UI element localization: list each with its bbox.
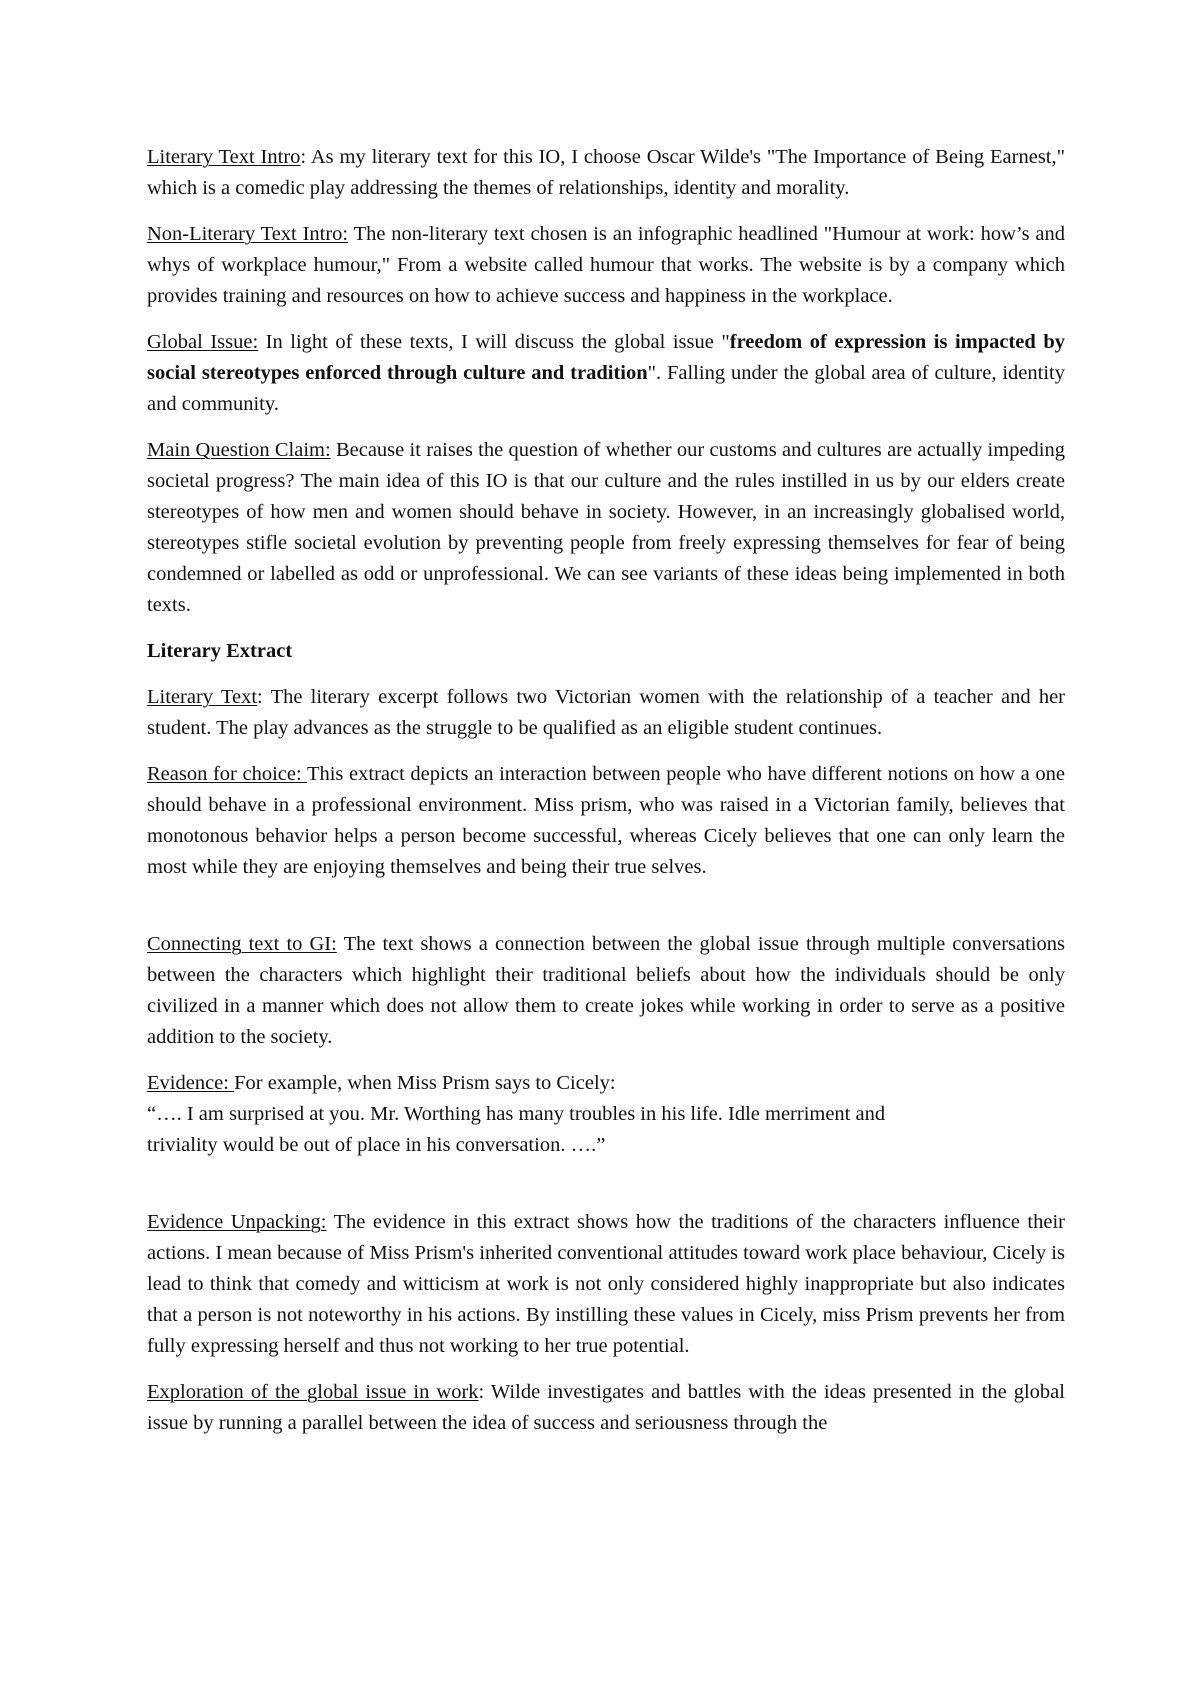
paragraph-literary-text-intro <box>147 142 1065 204</box>
label-global-issue: Global Issue: <box>147 331 259 353</box>
paragraph-non-literary-text-intro <box>147 219 1065 312</box>
label-non-literary-text-intro: Non-Literary Text Intro: <box>147 223 349 245</box>
text-evidence: For example, when Miss Prism says to Cicely: <box>234 1072 616 1094</box>
label-exploration: Exploration of the global issue in work <box>147 1381 479 1403</box>
evidence-quote-line-2: triviality would be out of place in his conversation. ….” <box>147 1134 606 1156</box>
paragraph-evidence-unpacking <box>147 1207 1065 1362</box>
paragraph-global-issue <box>147 327 1065 420</box>
text-global-issue-before: In light of these texts, I will discuss the global issue " <box>258 331 730 353</box>
text-connecting-text-to-gi: The text shows a connection between the global issue through multiple conversations between the characters which highlight their traditional beliefs about how the individuals should be only civilized in a manner which does not allow them to create jokes while working in order to serve as a positive addition to the society. <box>147 933 1066 1048</box>
text-evidence-unpacking: The evidence in this extract shows how the traditions of the characters influence their actions. I mean because of Miss Prism's inherited conventional attitudes toward work place behaviour, Cicely is lead to think that comedy and witticism at work is not only considered highly inappropriate but also indicates that a person is not noteworthy in his actions. By instilling these values in Cicely, miss Prism prevents her from fully expressing herself and thus not working to her true potential. <box>147 1211 1065 1357</box>
text-main-question-claim: Because it raises the question of whether our customs and cultures are actually impeding societal progress? The main idea of this IO is that our culture and the rules instilled in us by our elders create stereotypes of how men and women should behave in society. However, in an increasingly globalised world, stereotypes stifle societal evolution by preventing people from freely expressing themselves for fear of being condemned or labelled as odd or unprofessional. We can see variants of these ideas being implemented in both texts. <box>147 439 1065 616</box>
text-exploration: : Wilde investigates and battles with the ideas presented in the global issue by running a parallel between the idea of success and seriousness through the <box>147 1381 1065 1434</box>
label-main-question-claim: Main Question Claim: <box>147 439 331 461</box>
paragraph-literary-text <box>147 682 1065 744</box>
heading-literary-extract: Literary Extract <box>147 640 293 662</box>
paragraph-reason-for-choice <box>147 759 1065 883</box>
text-literary-text-intro: : As my literary text for this IO, I choose Oscar Wilde's "The Importance of Being Earnest," which is a comedic play addressing the themes of relationships, identity and morality. <box>147 146 1065 199</box>
label-literary-text: Literary Text <box>147 686 258 708</box>
paragraph-connecting-text-to-gi <box>147 929 1065 1053</box>
label-evidence-unpacking: Evidence Unpacking: <box>147 1211 327 1233</box>
label-evidence: Evidence: <box>147 1072 235 1094</box>
label-literary-text-intro: Literary Text Intro <box>147 146 301 168</box>
label-reason-for-choice: Reason for choice: <box>147 763 307 785</box>
text-literary-text: : The literary excerpt follows two Victorian women with the relationship of a teacher and her student. The play advances as the struggle to be qualified as an eligible student continues. <box>147 686 1065 739</box>
text-global-issue-after: ". Falling under the global area of culture, identity and community. <box>147 362 1065 415</box>
text-non-literary-text-intro: The non-literary text chosen is an infographic headlined "Humour at work: how’s and whys of workplace humour," From a website called humour that works. The website is by a company which provides training and resources on how to achieve success and happiness in the workplace. <box>147 223 1065 307</box>
paragraph-evidence <box>147 1068 1065 1161</box>
paragraph-main-question-claim <box>147 435 1065 621</box>
document-body <box>147 142 1065 1439</box>
evidence-quote-line-1: “…. I am surprised at you. Mr. Worthing has many troubles in his life. Idle merriment and <box>147 1103 886 1125</box>
label-connecting-text-to-gi: Connecting text to GI: <box>147 933 337 955</box>
paragraph-exploration <box>147 1377 1065 1439</box>
text-reason-for-choice: This extract depicts an interaction between people who have different notions on how a one should behave in a professional environment. Miss prism, who was raised in a Victorian family, believes that monotonous behavior helps a person become successful, whereas Cicely believes that one can only learn the most while they are enjoying themselves and being their true selves. <box>147 763 1065 878</box>
text-global-issue-bold: freedom of expression is impacted by social stereotypes enforced through culture and tradition <box>147 331 1065 384</box>
